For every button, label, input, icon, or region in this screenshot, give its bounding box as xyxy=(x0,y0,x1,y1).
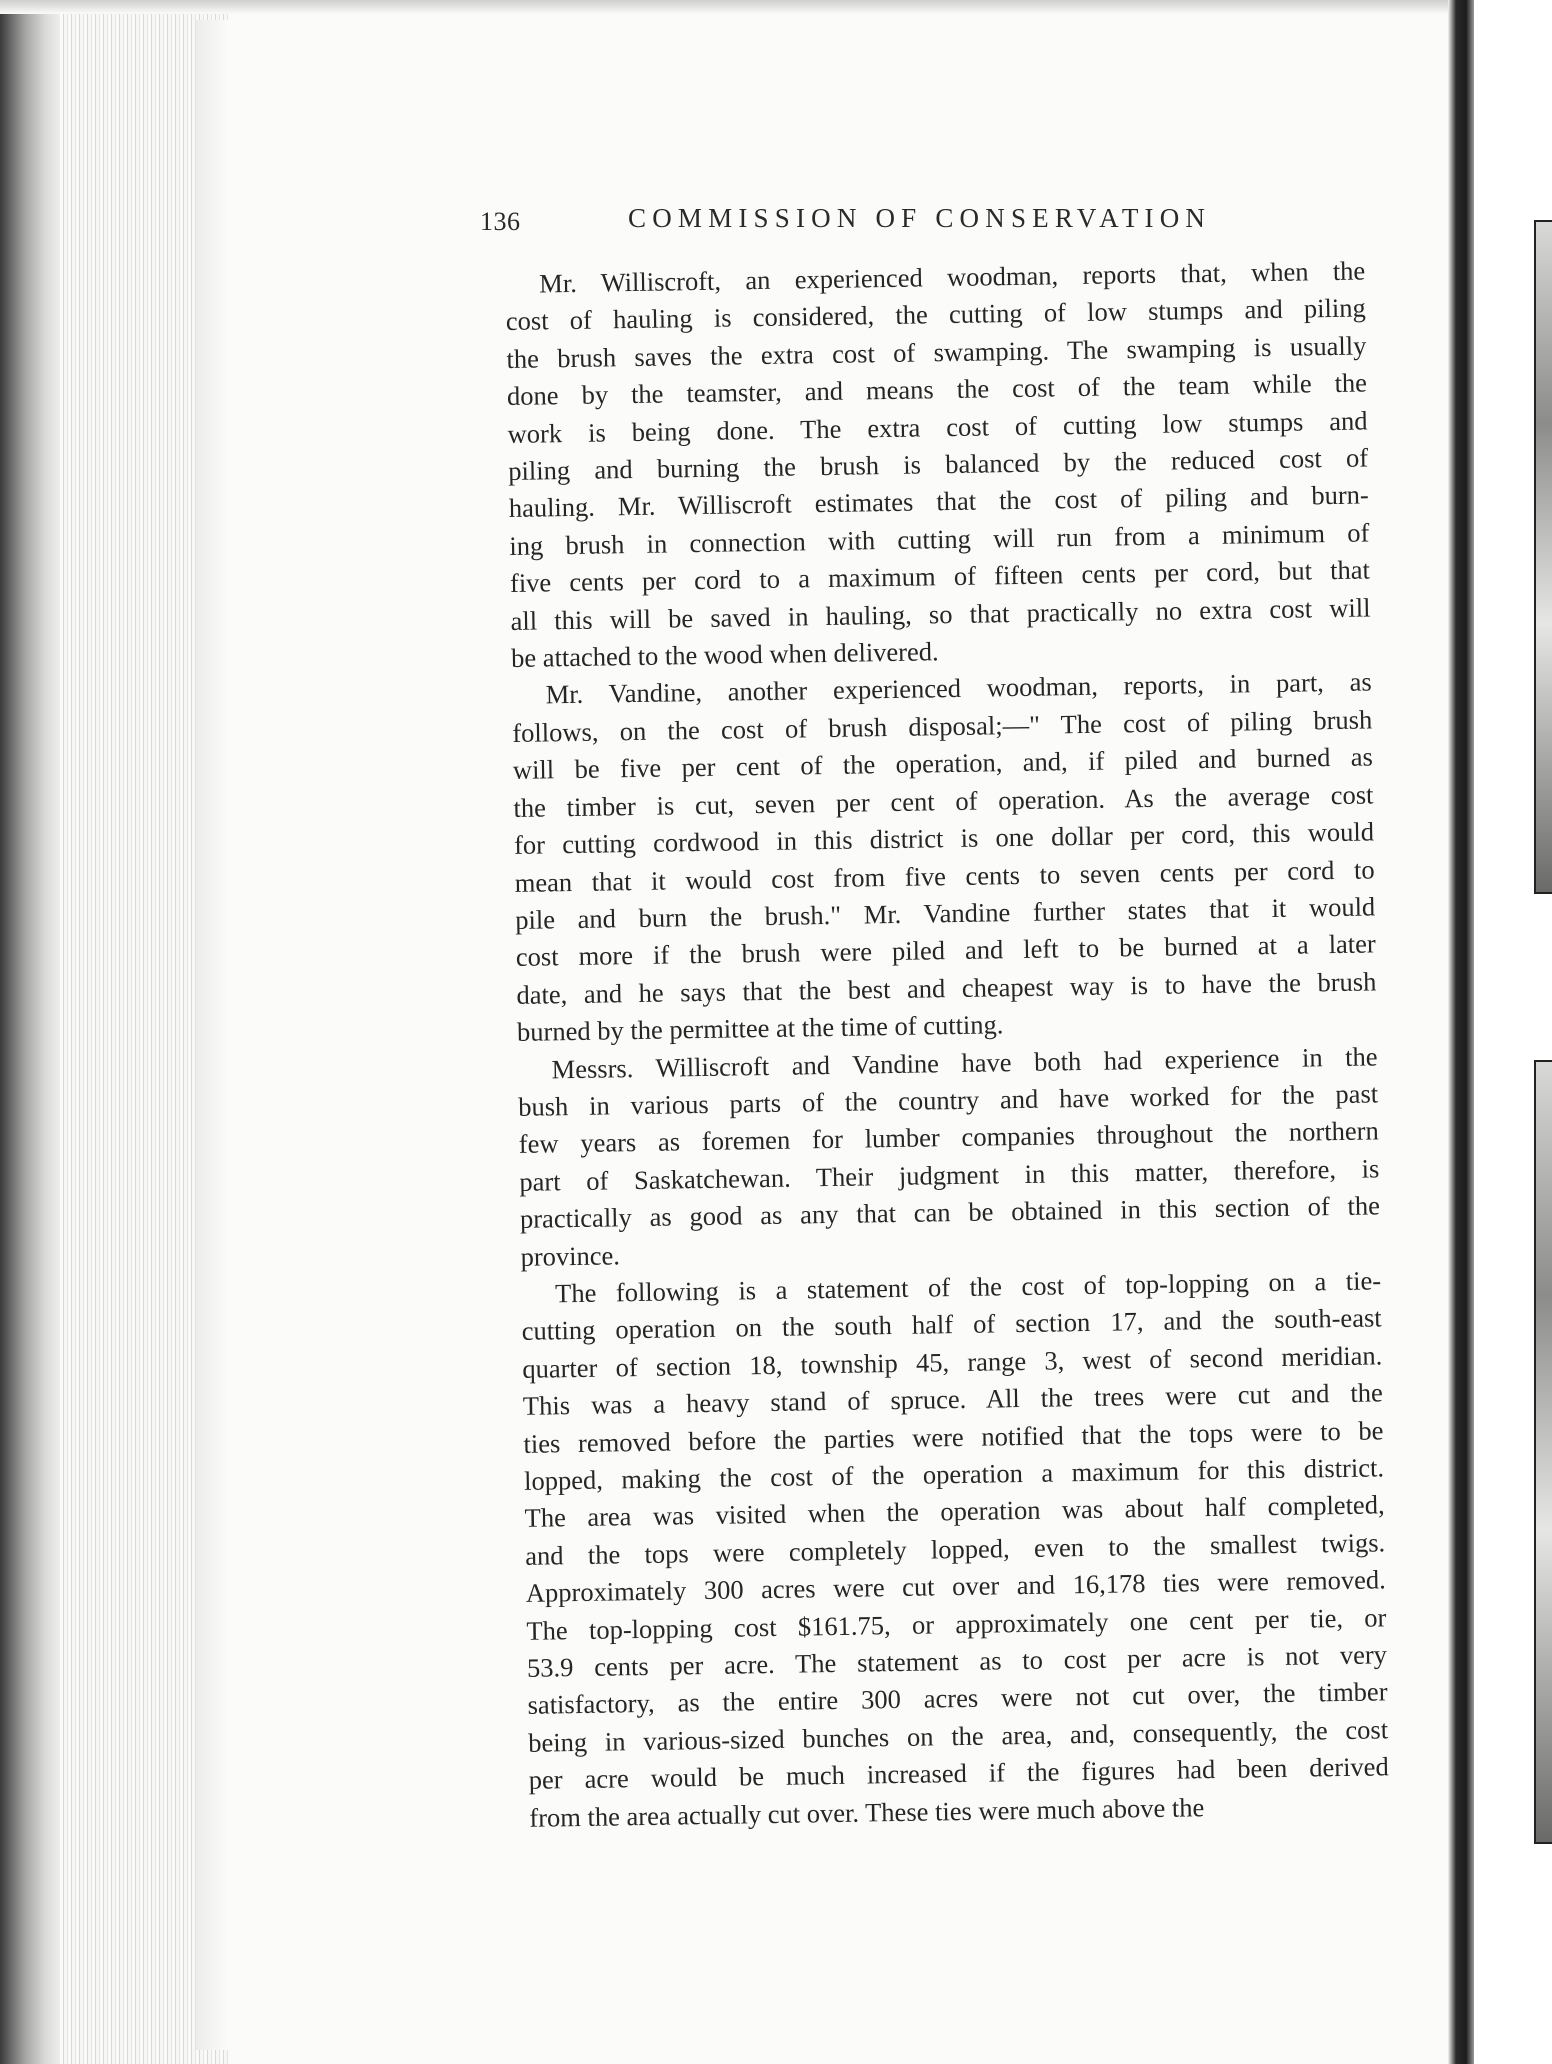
text-line: per acre would be much increased if the figures had been derived xyxy=(528,1751,1389,1796)
text-line: few years as foremen for lumber companies throughout the northern xyxy=(518,1115,1379,1160)
page-header xyxy=(480,203,1250,243)
text-line: the timber is cut, seven per cent of operation. As the average cost xyxy=(513,779,1374,823)
text-line: satisfactory, as the entire 300 acres were not cut over, the timber xyxy=(527,1676,1388,1721)
text-line: cost of hauling is considered, the cutting of low stumps and piling xyxy=(505,292,1366,337)
text-line: The top-lopping cost $161.75, or approximately one cent per tie, or xyxy=(526,1601,1387,1646)
paragraph xyxy=(505,252,1371,677)
text-line: mean that it would cost from five cents to seven cents per cord to xyxy=(514,853,1375,898)
text-line: five cents per cord to a maximum of fifteen cents per cord, but that xyxy=(509,554,1371,599)
running-title: COMMISSION OF CONSERVATION xyxy=(628,203,1212,233)
text-line: Approximately 300 acres were cut over and 16,178 ties were removed. xyxy=(525,1564,1386,1609)
text-line: work is being done. The extra cost of cutting low stumps and xyxy=(507,405,1368,449)
text-line: cutting operation on the south half of section 17, and the south-east xyxy=(521,1302,1382,1347)
text-line: The area was visited when the operation was about half completed, xyxy=(524,1489,1385,1534)
text-line: 53.9 cents per acre. The statement as to cost per acre is not very xyxy=(526,1639,1388,1683)
text-line: province. xyxy=(520,1239,621,1272)
paragraph xyxy=(517,1038,1380,1276)
text-line: Messrs. Williscroft and Vandine have both had experience in the xyxy=(551,1040,1378,1084)
book-spine-shadow xyxy=(0,0,60,2064)
text-line: done by the teamster, and means the cost of the team while the xyxy=(506,367,1368,412)
text-line: be attached to the wood when delivered. xyxy=(510,636,939,674)
text-line: being in various-sized bunches on the area, and, consequently, the cost xyxy=(527,1714,1389,1758)
text-line: date, and he says that the best and cheapest way is to have the brush xyxy=(516,966,1377,1010)
text-line: The following is a statement of the cost of top-lopping on a tie- xyxy=(554,1265,1382,1309)
text-line: lopped, making the cost of the operation a maximum for this district. xyxy=(523,1452,1385,1496)
text-line: from the area actually cut over. These ties were much above the xyxy=(529,1791,1205,1833)
text-line: piling and burning the brush is balanced by the reduced cost of xyxy=(507,442,1369,487)
top-scan-shadow xyxy=(0,0,1480,14)
page-gutter xyxy=(196,20,230,2050)
facing-page-photo-bottom xyxy=(1534,1060,1552,1844)
text-line: part of Saskatchewan. Their judgment in this matter, therefore, is xyxy=(519,1153,1380,1197)
paragraph xyxy=(511,664,1377,1052)
facing-page-edge xyxy=(1448,0,1474,2064)
text-line: quarter of section 18, township 45, range 3, west of second meridian. xyxy=(522,1340,1383,1384)
text-line: follows, on the cost of brush disposal;—" The cost of piling brush xyxy=(512,704,1373,748)
text-line: all this will be saved in hauling, so that practically no extra cost will xyxy=(510,592,1371,636)
paragraph xyxy=(521,1262,1390,1837)
text-line: Mr. Vandine, another experienced woodman, reports, in part, as xyxy=(545,666,1372,710)
page-number: 136 xyxy=(480,207,521,236)
text-line: pile and burn the brush." Mr. Vandine further states that it would xyxy=(515,891,1376,935)
text-line: ing brush in connection with cutting will run from a minimum of xyxy=(509,517,1370,561)
text-line: will be five per cent of the operation, and, if piled and burned as xyxy=(512,741,1374,786)
text-line: Mr. Williscroft, an experienced woodman, reports that, when the xyxy=(539,255,1366,299)
text-line: cost more if the brush were piled and left to be burned at a later xyxy=(515,928,1376,973)
text-line: burned by the permittee at the time of cutting. xyxy=(516,1009,1004,1048)
facing-page-photo-top xyxy=(1534,220,1552,894)
body-text xyxy=(505,252,1390,1836)
text-line: and the tops were completely lopped, even to the smallest twigs. xyxy=(525,1527,1386,1571)
text-line: ties removed before the parties were notified that the tops were to be xyxy=(523,1414,1384,1459)
text-line: for cutting cordwood in this district is one dollar per cord, this would xyxy=(513,816,1375,861)
text-line: the brush saves the extra cost of swamping. The swamping is usually xyxy=(506,330,1367,374)
text-line: practically as good as any that can be obtained in this section of the xyxy=(519,1190,1381,1235)
text-line: This was a heavy stand of spruce. All the trees were cut and the xyxy=(522,1377,1384,1422)
text-line: hauling. Mr. Williscroft estimates that the cost of piling and burn- xyxy=(508,479,1369,524)
text-line: bush in various parts of the country and have worked for the past xyxy=(517,1078,1379,1122)
